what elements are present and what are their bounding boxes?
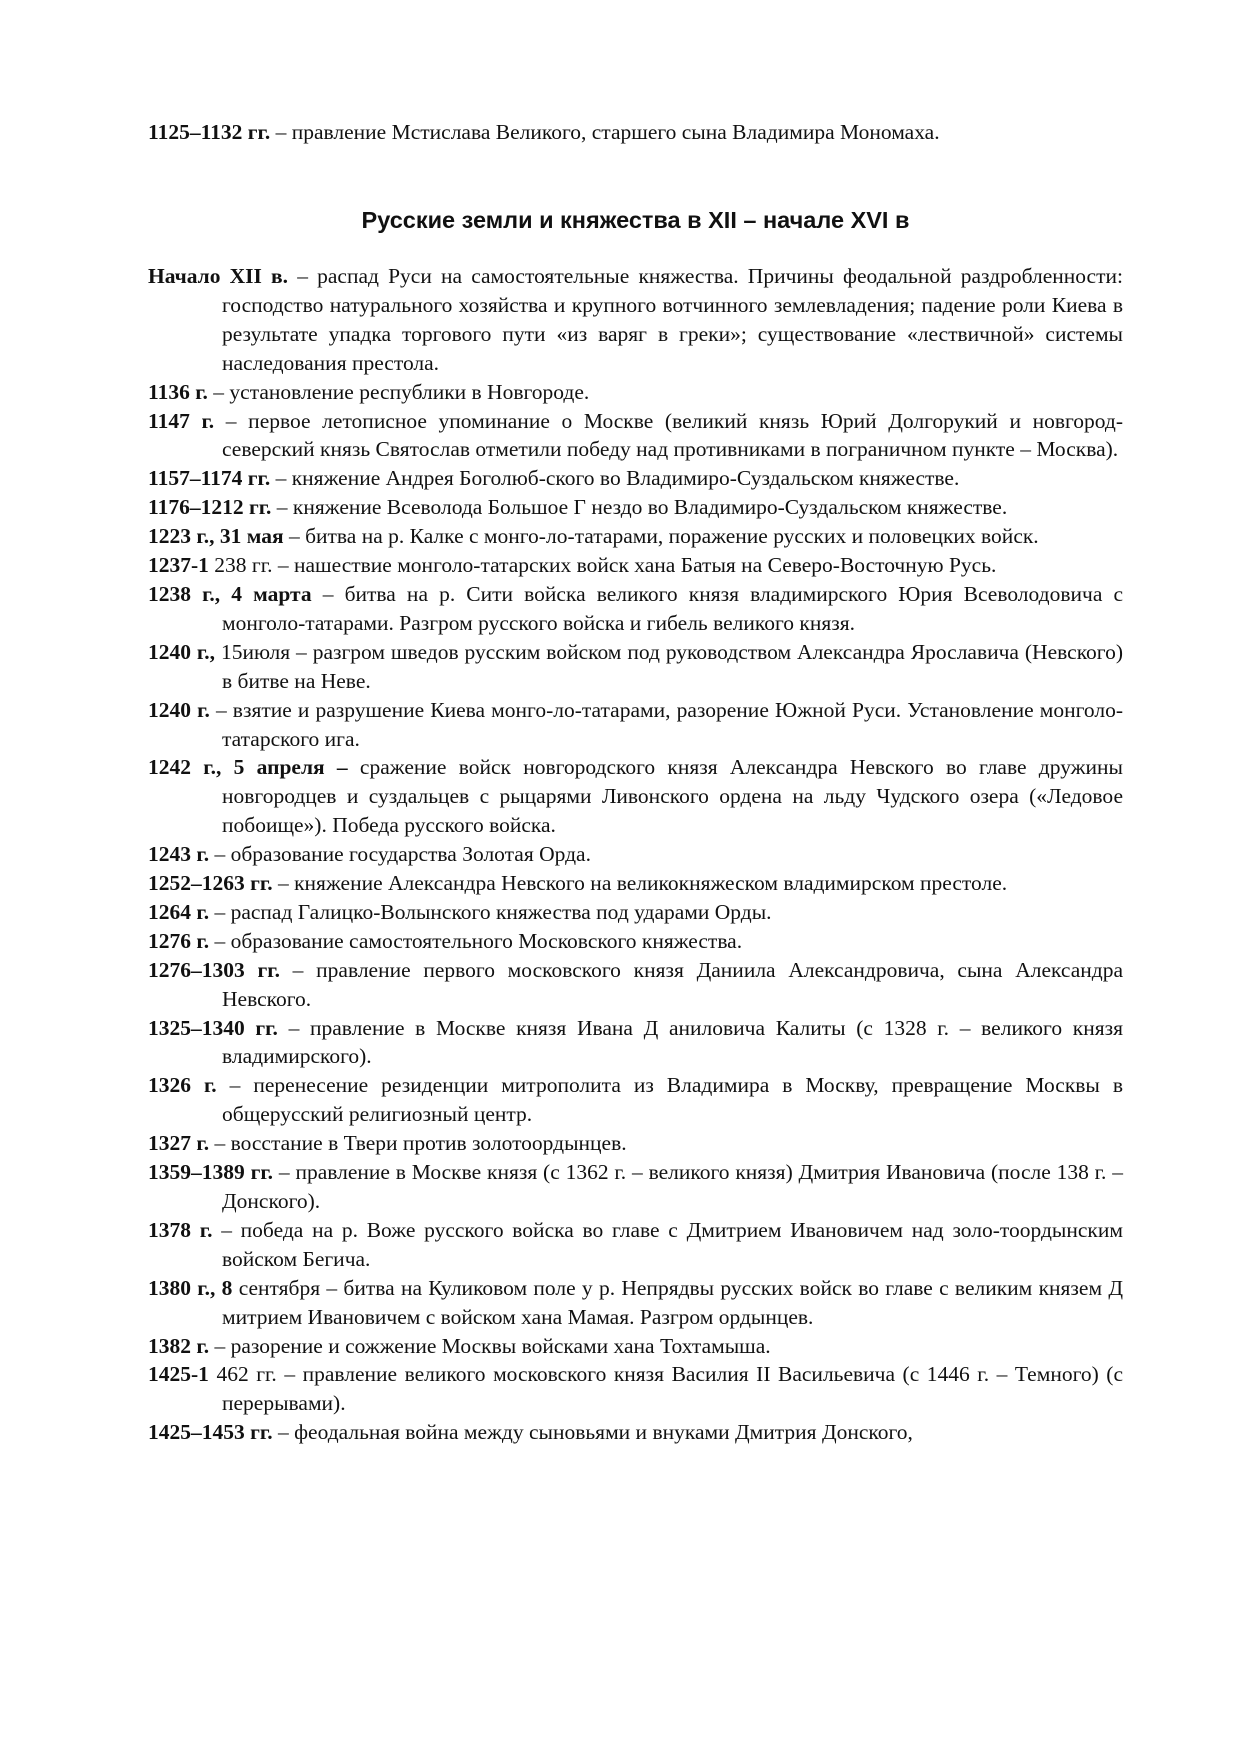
entry-text: – распад Руси на самостоятельные княжества. Причины феодальной раздробленности: господство натурального хозяйства и крупного вотчинного землевладения; падение роли Киева в результате упадка торгового пути «из варяг в греки»; существование «лествичной» системы наследования престола. [222,264,1123,375]
entry-text: – образование государства Золотая Орда. [209,842,591,867]
entry-text: – распад Галицко-Волынского княжества под ударами Орды. [209,899,772,924]
entry-date: 1425-1 [148,1362,209,1387]
chronology-entry [148,580,1123,638]
entry-date: 1242 г., 5 апреля – [148,755,348,780]
entry-date: 1425–1453 гг. [148,1420,273,1445]
entry-date: 1240 г. [148,697,210,722]
chronology-entry [148,551,1123,580]
chronology-entry [148,638,1123,696]
entry-date: 1378 г. [148,1217,213,1242]
entry-text: 15июля – разгром шведов русским войском под руководством Александра Ярославича (Невского) в битве на Неве. [215,639,1123,693]
chronology-entry [148,1129,1123,1158]
chronology-entry [148,927,1123,956]
chronology-list [148,262,1123,1447]
entry-date: 1223 г., 31 мая [148,524,284,549]
entry-text: – разорение и сожжение Москвы войсками хана Тохтамыша. [209,1333,771,1358]
entry-text: – правление Мстислава Великого, старшего сына Владимира Мономаха. [270,120,940,144]
entry-date: 1276 г. [148,928,210,953]
entry-date: Начало XII в. [148,264,289,288]
entry-text: – правление в Москве князя (с 1362 г. – великого князя) Дмитрия Ивановича (после 138 г. – Донского). [222,1160,1124,1213]
chronology-entry [148,753,1123,840]
entry-date: 1240 г., [148,639,216,664]
entry-text: – образование самостоятельного Московского княжества. [209,928,743,953]
entry-date: 1125–1132 гг. [148,120,271,144]
entry-date: 1326 г. [148,1073,217,1098]
chronology-entry [148,696,1123,754]
chronology-entry [148,1071,1123,1129]
entry-date: 1252–1263 гг. [148,871,273,896]
entry-text: – первое летописное упоминание о Москве (великий князь Юрий Долгорукий и новгород-северский князь Святослав отметили победу над противниками в пограничном пункте – Москва). [214,408,1123,462]
entry-date: 1359–1389 гг. [148,1160,274,1185]
entry-date: 1380 г., 8 [148,1275,233,1300]
entry-date: 1136 г. [148,379,208,404]
chronology-entry [148,1360,1123,1418]
entry-text: – восстание в Твери против золотоордынцев. [209,1131,627,1156]
entry-text: – победа на р. Воже русского войска во главе с Дмитрием Ивановичем над золо-тоордынским войском Бегича. [212,1217,1123,1271]
entry-date: 1157–1174 гг. [148,466,271,491]
entry-date: 1237-1 [148,553,209,578]
entry-date: 1325–1340 гг. [148,1015,278,1040]
chronology-entry [148,869,1123,898]
entry-text: – феодальная война между сыновьями и внуками Дмитрия Донского, [272,1420,913,1445]
entry-text: – установление республики в Новгороде. [207,379,590,404]
entry-date: 1264 г. [148,899,210,924]
entry-text: – битва на р. Калке с монго-ло-татарами, поражение русских и половецких войск. [283,524,1039,549]
entry-text: – битва на р. Сити войска великого князя владимирского Юрия Всеволодовича с монголо-татарами. Разгром русского войска и гибель великого князя. [222,581,1123,635]
entry-date: 1176–1212 гг. [148,495,272,520]
entry-text: 238 гг. – нашествие монголо-татарских войск хана Батыя на Северо-Восточную Русь. [208,553,997,578]
chronology-entry [148,840,1123,869]
entry-date: 1276–1303 гг. [148,957,280,982]
chronology-entry [148,378,1123,407]
chronology-entry [148,1158,1123,1216]
top-entry [148,118,1123,147]
entry-text: – княжение Всеволода Большое Г нездо во Владимиро-Суздальском княжестве. [271,495,1008,520]
entry-text: сентября – битва на Куликовом поле у р. Непрядвы русских войск во главе с великим князем Д митрием Ивановичем с войском хана Мамая. Разгром ордынцев. [222,1275,1123,1329]
chronology-entry [148,464,1123,493]
chronology-entry [148,956,1123,1014]
chronology-entry [148,898,1123,927]
entry-text: – правление в Москве князя Ивана Д аниловича Калиты (с 1328 г. – великого князя владимирского). [222,1015,1123,1069]
entry-text: 462 гг. – правление великого московского князя Василия II Васильевича (с 1446 г. – Темного) (с перерывами). [208,1362,1123,1416]
chronology-entry [148,1216,1123,1274]
entry-date: 1147 г. [148,408,215,433]
entry-text: сражение войск новгородского князя Александра Невского во главе дружины новгородцев и суздальцев с рыцарями Ливонского ордена на льду Чудского озера («Ледовое побоище»). Победа русского войска. [222,755,1123,838]
entry-text: – княжение Андрея Боголюб-ского во Владимиро-Суздальском княжестве. [270,466,960,491]
entry-text: – правление первого московского князя Даниила Александровича, сына Александра Невского. [222,957,1123,1011]
chronology-entry [148,1418,1123,1447]
entry-date: 1382 г. [148,1333,210,1358]
chronology-entry [148,407,1123,465]
chronology-entry [148,1274,1123,1332]
entry-text: – перенесение резиденции митрополита из Владимира в Москву, превращение Москвы в общерусский религиозный центр. [216,1073,1123,1127]
chronology-entry [148,522,1123,551]
entry-date: 1238 г., 4 марта [148,581,312,606]
chronology-entry [148,1332,1123,1361]
chronology-entry [148,262,1123,378]
entry-date: 1327 г. [148,1131,210,1156]
chronology-entry [148,493,1123,522]
entry-text: – взятие и разрушение Киева монго-ло-татарами, разорение Южной Руси. Установление монголо-татарского ига. [209,697,1123,751]
section-title: Русские земли и княжества в XII – начале XVI в [361,207,910,233]
entry-text: – княжение Александра Невского на великокняжеском владимирском престоле. [272,871,1008,896]
chronology-entry [148,1014,1123,1072]
entry-date: 1243 г. [148,842,210,867]
